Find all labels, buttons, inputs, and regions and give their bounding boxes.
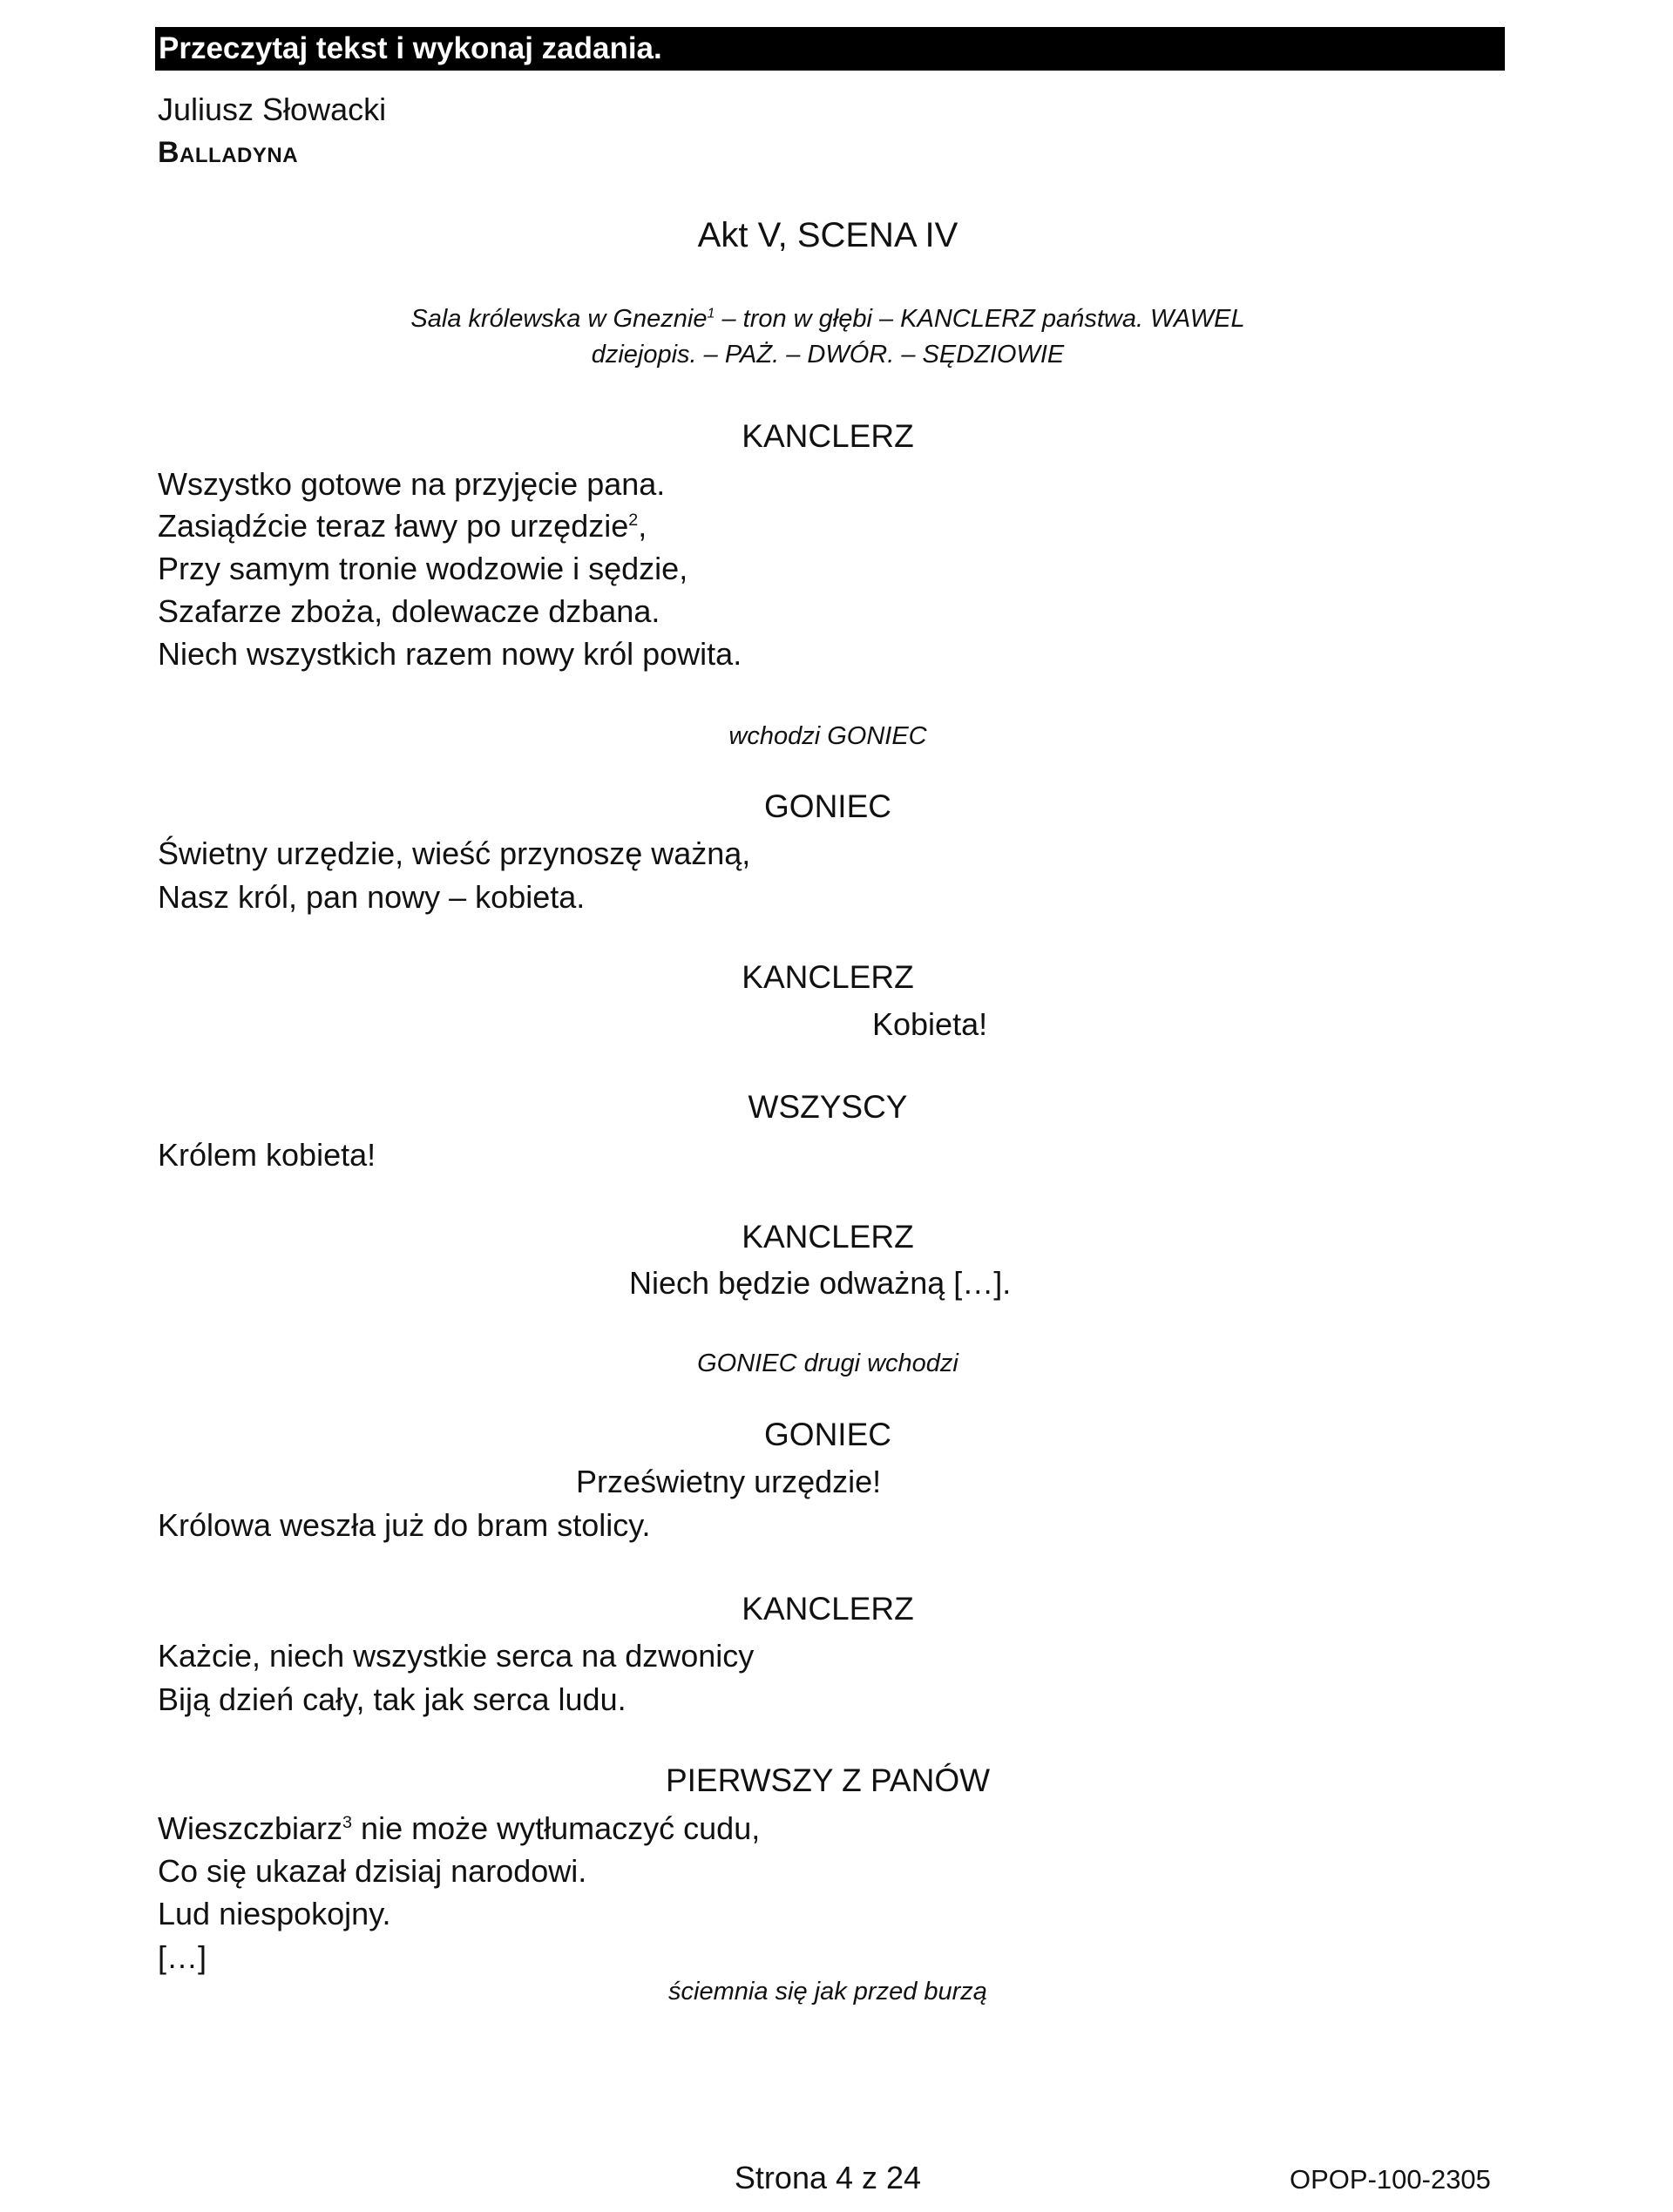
verse-line: Świetny urzędzie, wieść przynoszę ważną, [158,835,751,871]
author-name: Juliusz Słowacki [158,91,387,127]
verse-line: Biją dzień cały, tak jak serca ludu. [158,1681,627,1717]
footnote-marker-3: 3 [342,1813,353,1832]
exam-code: OPOP-100-2305 [1290,2164,1491,2195]
verse-line: Królem kobieta! [158,1137,376,1173]
footnote-marker-2: 2 [628,511,639,530]
verse-line: Prześwietny urzędzie! [576,1464,882,1499]
verse-line-text: Zasiądźcie teraz ławy po urzędzie [158,508,629,544]
instruction-banner: Przeczytaj tekst i wykonaj zadania. [155,27,1505,71]
verse-line: Każcie, niech wszystkie serca na dzwonicy [158,1638,755,1674]
verse-line: Co się ukazał dzisiaj narodowi. [158,1853,587,1889]
verse-line-text-cont: nie może wytłumaczyć cudu, [352,1810,761,1846]
verse-line-text: Wieszczbiarz [158,1810,343,1846]
work-title: Balladyna [158,136,299,169]
speaker-name: KANCLERZ [742,959,914,995]
speaker-name: WSZYSCY [748,1089,908,1125]
verse-line: Niech będzie odważną […]. [629,1265,1012,1301]
stage-direction-intro-line2: dziejopis. – PAŻ. – DWÓR. – SĘDZIOWIE [591,341,1065,369]
verse-line: Niech wszystkich razem nowy król powita. [158,636,742,672]
speaker-name: KANCLERZ [742,1591,914,1627]
speaker-name: KANCLERZ [742,418,914,454]
act-heading: Akt V, SCENA IV [697,216,958,254]
speaker-name: GONIEC [764,788,891,824]
verse-line: Nasz król, pan nowy – kobieta. [158,879,586,915]
stage-direction: GONIEC drugi wchodzi [697,1350,958,1377]
verse-line [158,1810,760,1847]
stage-intro-text: Sala królewska w Gneznie [410,305,708,333]
verse-line: Kobieta! [872,1006,988,1042]
stage-intro-text-cont: – tron w głębi – KANCLERZ państwa. WAWEL [715,305,1245,333]
stage-direction: ściemnia się jak przed burzą [668,1978,987,2006]
speaker-name: GONIEC [764,1417,891,1452]
verse-line [158,508,647,545]
stage-direction-intro [0,301,1656,337]
speaker-name: KANCLERZ [742,1219,914,1255]
verse-line: Królowa weszła już do bram stolicy. [158,1507,651,1543]
verse-line-text-end: , [638,508,647,544]
verse-line: Przy samym tronie wodzowie i sędzie, [158,551,688,586]
page-number: Strona 4 z 24 [734,2160,922,2195]
speaker-name: PIERWSZY Z PANÓW [665,1762,991,1798]
stage-direction: wchodzi GONIEC [728,722,927,750]
ellipsis-line: […] [158,1939,207,1975]
verse-line: Lud niespokojny. [158,1896,391,1931]
verse-line: Szafarze zboża, dolewacze dzbana. [158,593,660,629]
footnote-marker-1: 1 [707,306,715,321]
verse-line: Wszystko gotowe na przyjęcie pana. [158,466,666,502]
